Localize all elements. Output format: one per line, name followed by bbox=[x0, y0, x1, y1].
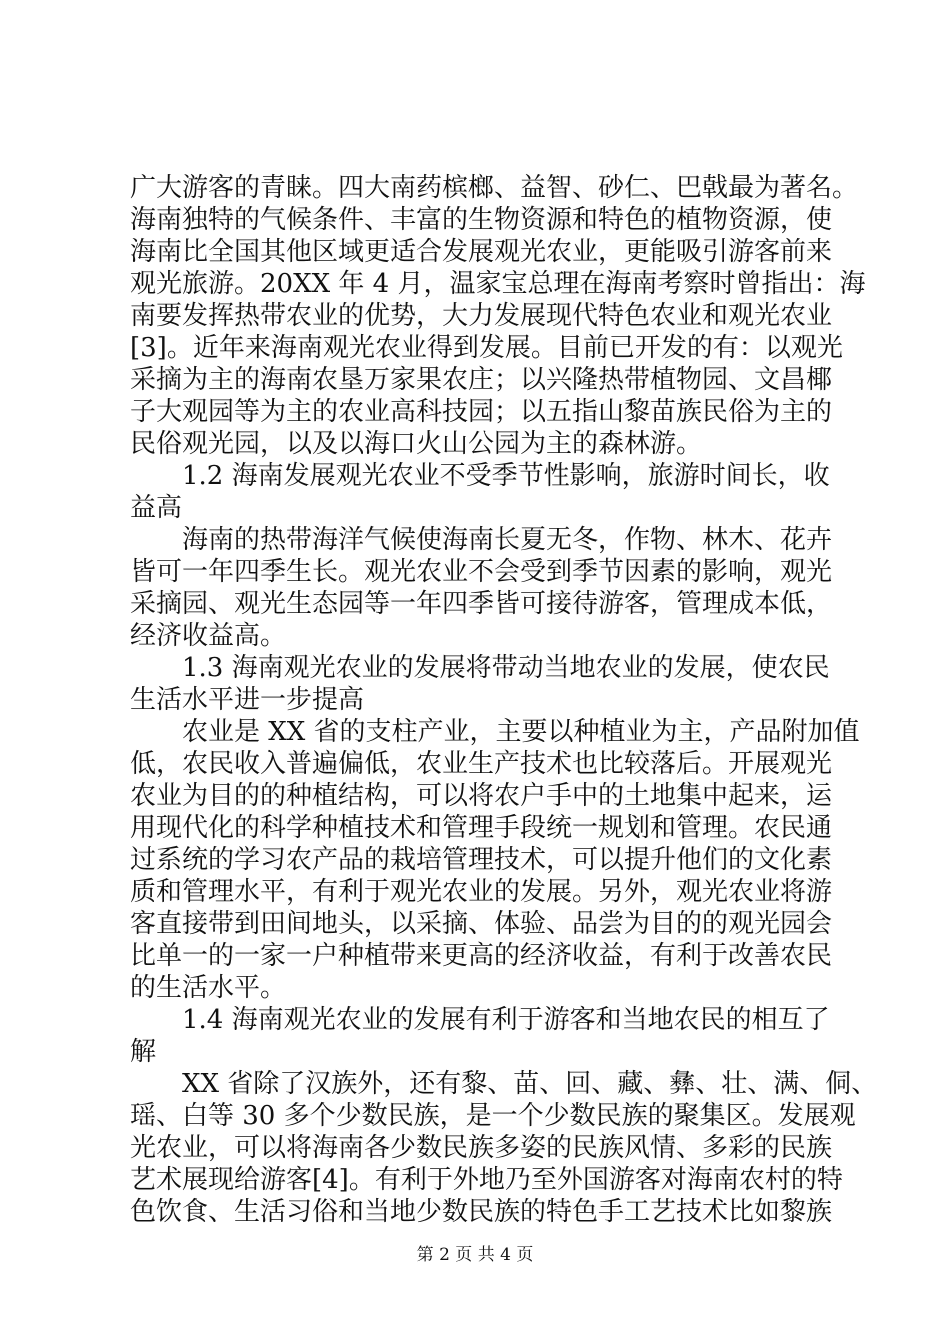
text-line: 过系统的学习农产品的栽培管理技术，可以提升他们的文化素 bbox=[130, 845, 833, 875]
text-line: 观光旅游。20XX 年 4 月，温家宝总理在海南考察时曾指出：海 bbox=[130, 269, 866, 299]
text-line: 瑶、白等 30 多个少数民族，是一个少数民族的聚集区。发展观 bbox=[130, 1101, 856, 1131]
text-line: 农业是 XX 省的支柱产业，主要以种植业为主，产品附加值 bbox=[182, 717, 860, 747]
text-line: 质和管理水平，有利于观光农业的发展。另外，观光农业将游 bbox=[130, 877, 833, 907]
text-line: 艺术展现给游客[4]。有利于外地乃至外国游客对海南农村的特 bbox=[130, 1165, 843, 1195]
text-line: 低，农民收入普遍偏低，农业生产技术也比较落后。开展观光 bbox=[130, 749, 833, 779]
text-line: 海南独特的气候条件、丰富的生物资源和特色的植物资源，使 bbox=[130, 205, 833, 235]
text-line: 生活水平进一步提高 bbox=[130, 685, 365, 715]
text-line: 采摘为主的海南农垦万家果农庄；以兴隆热带植物园、文昌椰 bbox=[130, 365, 833, 395]
text-line: 海南的热带海洋气候使海南长夏无冬，作物、林木、花卉 bbox=[182, 525, 833, 555]
text-line: 的生活水平。 bbox=[130, 973, 287, 1003]
text-line: 经济收益高。 bbox=[130, 621, 287, 651]
text-line: 采摘园、观光生态园等一年四季皆可接待游客，管理成本低， bbox=[130, 589, 833, 619]
text-line: 解 bbox=[130, 1037, 157, 1067]
page-footer: 第 2 页 共 4 页 bbox=[416, 1245, 534, 1265]
text-line: 客直接带到田间地头，以采摘、体验、品尝为目的的观光园会 bbox=[130, 909, 833, 939]
text-line: 比单一的一家一户种植带来更高的经济收益，有利于改善农民 bbox=[130, 941, 833, 971]
text-line: 益高 bbox=[130, 493, 183, 523]
text-line: 民俗观光园，以及以海口火山公园为主的森林游。 bbox=[130, 429, 703, 459]
text-line: 色饮食、生活习俗和当地少数民族的特色手工艺技术比如黎族 bbox=[130, 1197, 833, 1227]
text-line: [3]。近年来海南观光农业得到发展。目前已开发的有：以观光 bbox=[130, 333, 843, 363]
text-line: 1.4 海南观光农业的发展有利于游客和当地农民的相互了 bbox=[182, 1005, 830, 1035]
text-line: 南要发挥热带农业的优势，大力发展现代特色农业和观光农业 bbox=[130, 301, 833, 331]
text-line: 1.2 海南发展观光农业不受季节性影响，旅游时间长，收 bbox=[182, 461, 830, 491]
text-line: 1.3 海南观光农业的发展将带动当地农业的发展，使农民 bbox=[182, 653, 830, 683]
text-line: 皆可一年四季生长。观光农业不会受到季节因素的影响，观光 bbox=[130, 557, 833, 587]
text-line: 子大观园等为主的农业高科技园；以五指山黎苗族民俗为主的 bbox=[130, 397, 833, 427]
text-line: 海南比全国其他区域更适合发展观光农业，更能吸引游客前来 bbox=[130, 237, 833, 267]
text-line: 光农业，可以将海南各少数民族多姿的民族风情、多彩的民族 bbox=[130, 1133, 833, 1163]
text-line: XX 省除了汉族外，还有黎、苗、回、藏、彝、壮、满、侗、 bbox=[182, 1069, 878, 1099]
text-line: 农业为目的的种植结构，可以将农户手中的土地集中起来，运 bbox=[130, 781, 833, 811]
body-text bbox=[130, 172, 878, 1228]
text-line: 广大游客的青睐。四大南药槟榔、益智、砂仁、巴戟最为著名。 bbox=[130, 173, 859, 203]
text-line: 用现代化的科学种植技术和管理手段统一规划和管理。农民通 bbox=[130, 813, 833, 843]
